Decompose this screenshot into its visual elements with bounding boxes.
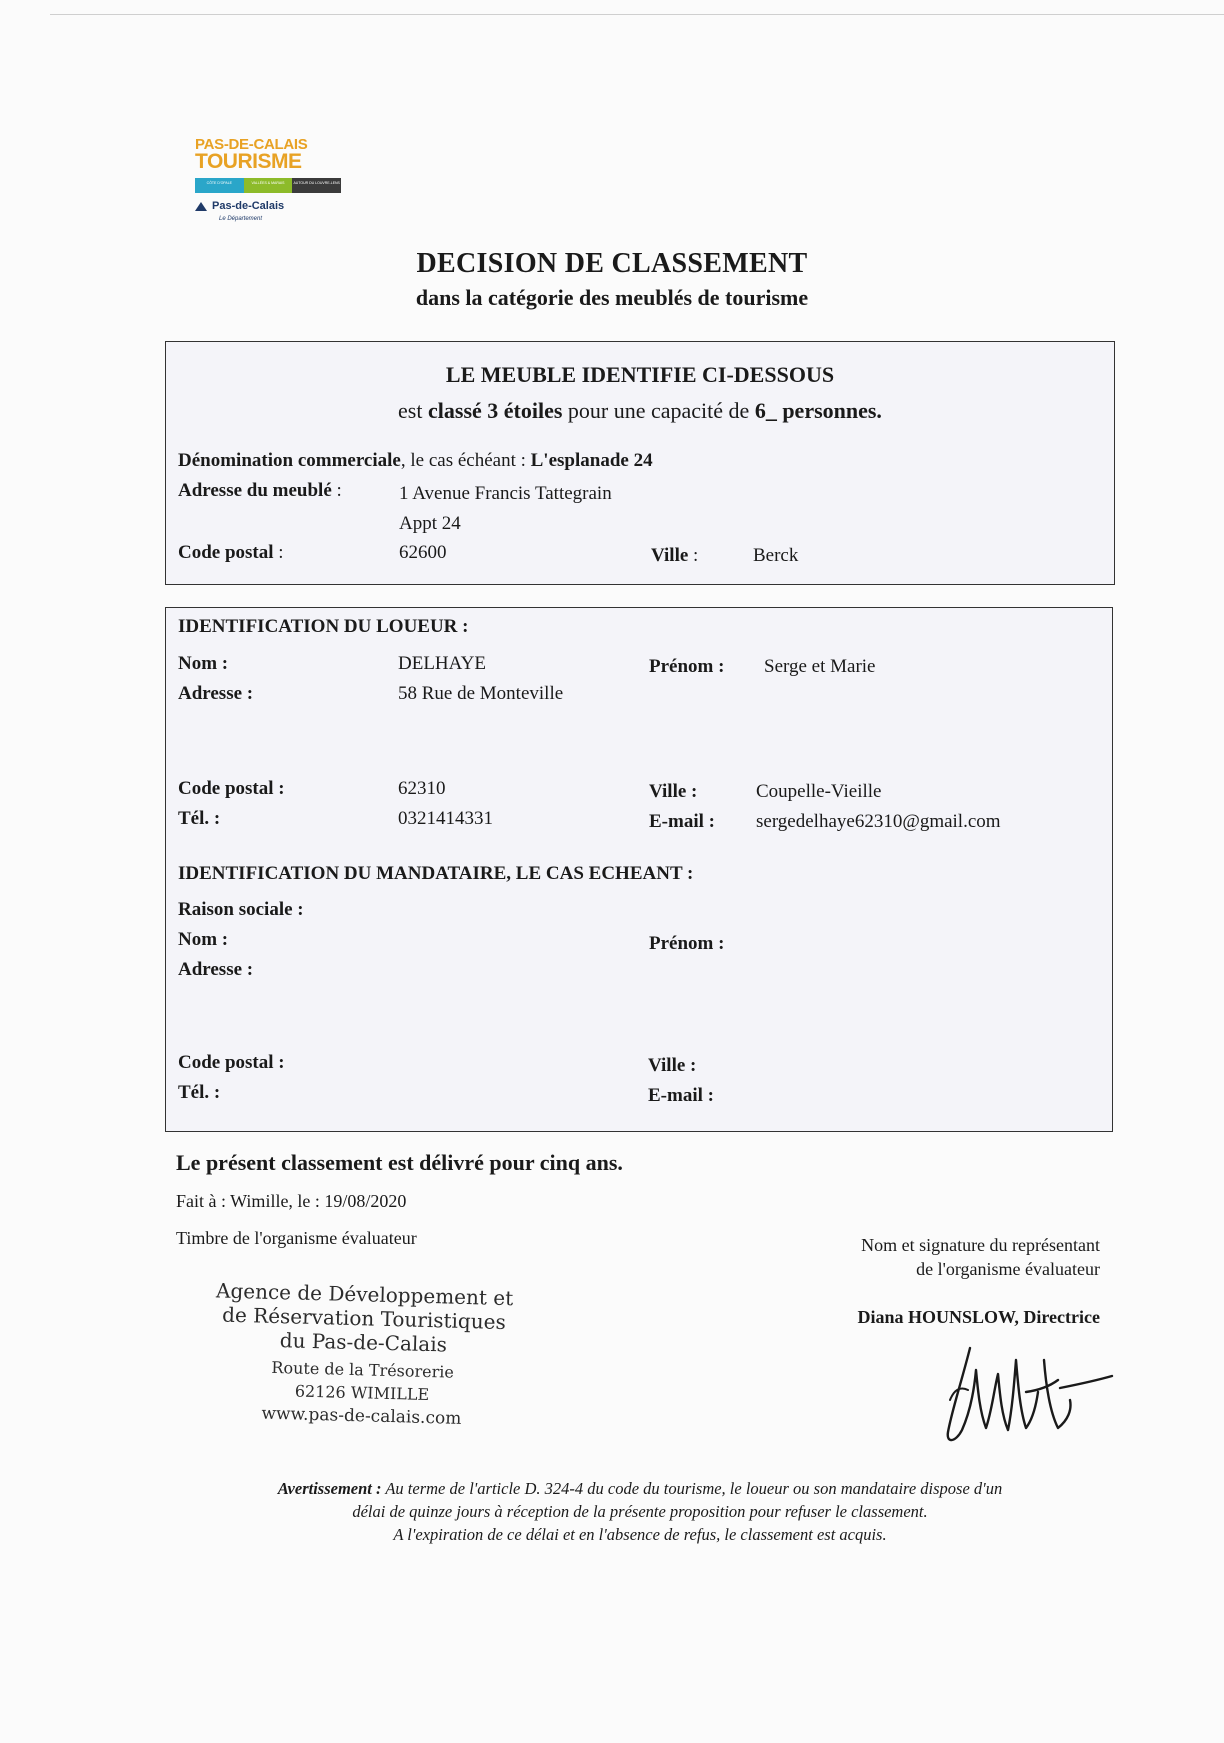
pas-de-calais-tourisme-logo: [195, 136, 345, 228]
loueur-mandataire-section: [165, 607, 1113, 1132]
meuble-ville-label: Ville: [651, 545, 689, 566]
meuble-cp-colon: :: [273, 542, 284, 563]
mandataire-nom-label: Nom :: [178, 929, 229, 950]
warning-line1: Au terme de l'article D. 324-4 du code du tourisme, le loueur ou son mandataire dispose d'un: [385, 1479, 1003, 1498]
loueur-adresse-label: Adresse :: [178, 683, 254, 704]
stamp-line5: 62126 WIMILLE: [294, 1381, 430, 1405]
logo-department: [195, 200, 284, 212]
denomination-row: [178, 450, 653, 472]
loueur-email-label: E-mail :: [649, 811, 715, 832]
meuble-ville-value: Berck: [753, 545, 799, 566]
mandataire-prenom-label: Prénom :: [649, 933, 725, 954]
organisation-stamp: [196, 1278, 530, 1431]
meuble-address-colon: :: [331, 480, 342, 501]
loueur-ville-value: Coupelle-Vieille: [756, 781, 882, 802]
loueur-heading: IDENTIFICATION DU LOUEUR :: [178, 616, 469, 637]
stamp-line2: de Réservation Touristiques: [221, 1302, 507, 1335]
signature-caption-line2: de l'organisme évaluateur: [916, 1259, 1100, 1279]
loueur-prenom-label: Prénom :: [649, 656, 725, 677]
loueur-tel-value: 0321414331: [398, 808, 493, 829]
class-capacity: 6_: [754, 398, 777, 423]
meuble-heading: LE MEUBLE IDENTIFIE CI-DESSOUS: [445, 362, 835, 387]
logo-segment-vallees-marais: VALLÉES & MARAIS: [244, 178, 293, 193]
warning-line3: A l'expiration de ce délai et en l'absence de refus, le classement est acquis.: [393, 1525, 887, 1544]
meuble-ville-colon: :: [688, 545, 699, 566]
class-mid: pour une capacité de: [567, 398, 750, 423]
meuble-address-line2: Appt 24: [399, 513, 461, 534]
classification-line: [166, 398, 1114, 424]
denomination-label: Dénomination commerciale: [178, 450, 401, 471]
stamp-line3: du Pas-de-Calais: [279, 1328, 448, 1357]
loueur-email-value: sergedelhaye62310@gmail.com: [756, 811, 1001, 832]
mandataire-tel-label: Tél. :: [178, 1082, 221, 1103]
mandataire-adresse-label: Adresse :: [178, 959, 254, 980]
stamp-line6: www.pas-de-calais.com: [261, 1403, 462, 1429]
loueur-cp-label: Code postal :: [178, 778, 285, 799]
signature-caption-line1: Nom et signature du représentant: [861, 1235, 1100, 1255]
loueur-prenom-value: Serge et Marie: [764, 656, 876, 677]
document-title: DECISION DE CLASSEMENT: [416, 248, 808, 279]
logo-line-2: TOURISME: [195, 150, 302, 173]
loueur-cp-value: 62310: [398, 778, 446, 799]
signature-caption: [861, 1233, 1100, 1281]
logo-line-1: PAS-DE-CALAIS: [195, 136, 308, 153]
validity-statement: Le présent classement est délivré pour cinq ans.: [176, 1150, 623, 1175]
mountain-icon: [195, 202, 207, 211]
stamp-caption: Timbre de l'organisme évaluateur: [176, 1228, 417, 1248]
mandataire-raison-label: Raison sociale :: [178, 899, 304, 920]
place-date: Fait à : Wimille, le : 19/08/2020: [176, 1191, 407, 1211]
meuble-address-label: Adresse du meublé: [178, 480, 332, 501]
mandataire-email-label: E-mail :: [648, 1085, 714, 1106]
logo-color-bar: [195, 178, 341, 193]
meuble-address-line1: 1 Avenue Francis Tattegrain: [399, 483, 612, 504]
meuble-cp-label-row: [178, 542, 284, 564]
mandataire-ville-label: Ville :: [648, 1055, 697, 1076]
loueur-tel-label: Tél. :: [178, 808, 221, 829]
mandataire-heading: IDENTIFICATION DU MANDATAIRE, LE CAS ECHEANT :: [178, 863, 694, 884]
loueur-ville-label: Ville :: [649, 781, 698, 802]
signer-name: Diana HOUNSLOW, Directrice: [857, 1307, 1100, 1327]
warning-notice: [160, 1477, 1120, 1546]
meuble-cp-label: Code postal: [178, 542, 274, 563]
warning-label: Avertissement :: [277, 1479, 382, 1498]
logo-segment-cote-opale: CÔTE D'OPALE: [195, 178, 244, 193]
handwritten-signature: [940, 1340, 1115, 1450]
class-stars: classé 3 étoiles: [428, 398, 563, 423]
meuble-cp-value: 62600: [399, 542, 447, 563]
stamp-line1: Agence de Développement et: [215, 1278, 514, 1311]
class-suffix: personnes.: [782, 398, 882, 423]
logo-department-name: Pas-de-Calais: [212, 200, 285, 212]
logo-segment-louvre-lens: AUTOUR DU LOUVRE-LENS: [292, 178, 341, 193]
mandataire-cp-label: Code postal :: [178, 1052, 285, 1073]
meuble-ville-label-row: [651, 545, 698, 567]
stamp-line4: Route de la Trésorerie: [271, 1357, 455, 1382]
document-subtitle: dans la catégorie des meublés de tourisme: [415, 285, 809, 310]
loueur-nom-label: Nom :: [178, 653, 229, 674]
loueur-adresse-value: 58 Rue de Monteville: [398, 683, 564, 704]
warning-line2: délai de quinze jours à réception de la présente proposition pour refuser le classement.: [352, 1502, 928, 1521]
meuble-section: [165, 341, 1115, 585]
scan-top-edge: [50, 14, 1224, 15]
logo-department-sub: Le Département: [219, 216, 263, 222]
denomination-suffix: , le cas échéant :: [400, 450, 526, 471]
class-prefix: est: [398, 398, 423, 423]
loueur-nom-value: DELHAYE: [398, 653, 486, 674]
denomination-value: L'esplanade 24: [530, 450, 653, 471]
meuble-address-label-row: [178, 480, 342, 502]
